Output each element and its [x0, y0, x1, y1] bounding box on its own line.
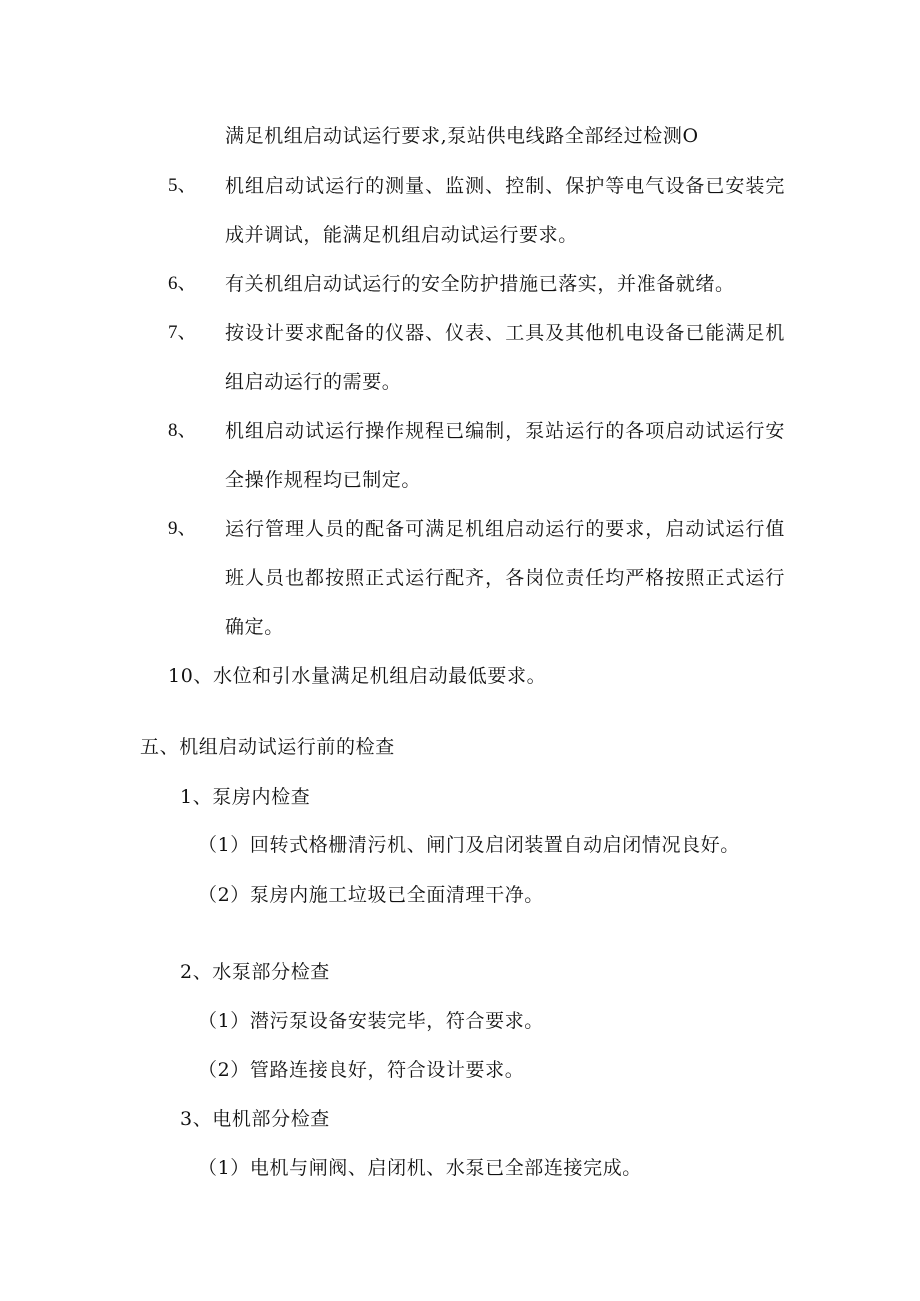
subsection-2-point-1: （1）潜污泵设备安装完毕，符合要求。 — [198, 1010, 544, 1032]
item-9-line-3: 确定。 — [225, 616, 284, 638]
subsection-1-point-2: （2）泵房内施工垃圾已全面清理干净。 — [198, 884, 544, 906]
subsection-2-point-2: （2）管路连接良好，符合设计要求。 — [198, 1059, 525, 1081]
item-4-continuation: 满足机组启动试运行要求,泵站供电线路全部经过检测O — [225, 125, 699, 147]
subsection-3-heading: 3、电机部分检查 — [180, 1108, 330, 1130]
item-7-line-1: 按设计要求配备的仪器、仪表、工具及其他机电设备已能满足机 — [225, 322, 785, 344]
item-9-line-2: 班人员也都按照正式运行配齐，各岗位责任均严格按照正式运行 — [225, 567, 785, 589]
subsection-1-heading: 1、泵房内检查 — [180, 786, 311, 808]
item-8-line-1: 机组启动试运行操作规程已编制，泵站运行的各项启动试运行安 — [225, 420, 785, 442]
section-5-heading: 五、机组启动试运行前的检查 — [140, 736, 395, 758]
item-7-number: 7、 — [168, 322, 197, 343]
subsection-3-point-1: （1）电机与闸阀、启闭机、水泵已全部连接完成。 — [198, 1157, 642, 1179]
item-5-number: 5、 — [168, 175, 197, 196]
item-5-line-1: 机组启动试运行的测量、监测、控制、保护等电气设备已安装完 — [225, 175, 785, 197]
item-6-line-1: 有关机组启动试运行的安全防护措施已落实，并准备就绪。 — [225, 273, 735, 295]
item-8-line-2: 全操作规程均已制定。 — [225, 469, 422, 491]
subsection-1-point-1: （1）回转式格栅清污机、闸门及启闭装置自动启闭情况良好。 — [198, 834, 740, 856]
item-7-line-2: 组启动运行的需要。 — [225, 371, 402, 393]
subsection-2-heading: 2、水泵部分检查 — [180, 961, 330, 983]
item-10: 10、水位和引水量满足机组启动最低要求。 — [168, 665, 547, 687]
item-9-number: 9、 — [168, 518, 197, 539]
item-5-line-2: 成并调试，能满足机组启动试运行要求。 — [225, 224, 578, 246]
item-6-number: 6、 — [168, 273, 197, 294]
item-8-number: 8、 — [168, 420, 197, 441]
item-9-line-1: 运行管理人员的配备可满足机组启动运行的要求，启动试运行值 — [225, 518, 785, 540]
